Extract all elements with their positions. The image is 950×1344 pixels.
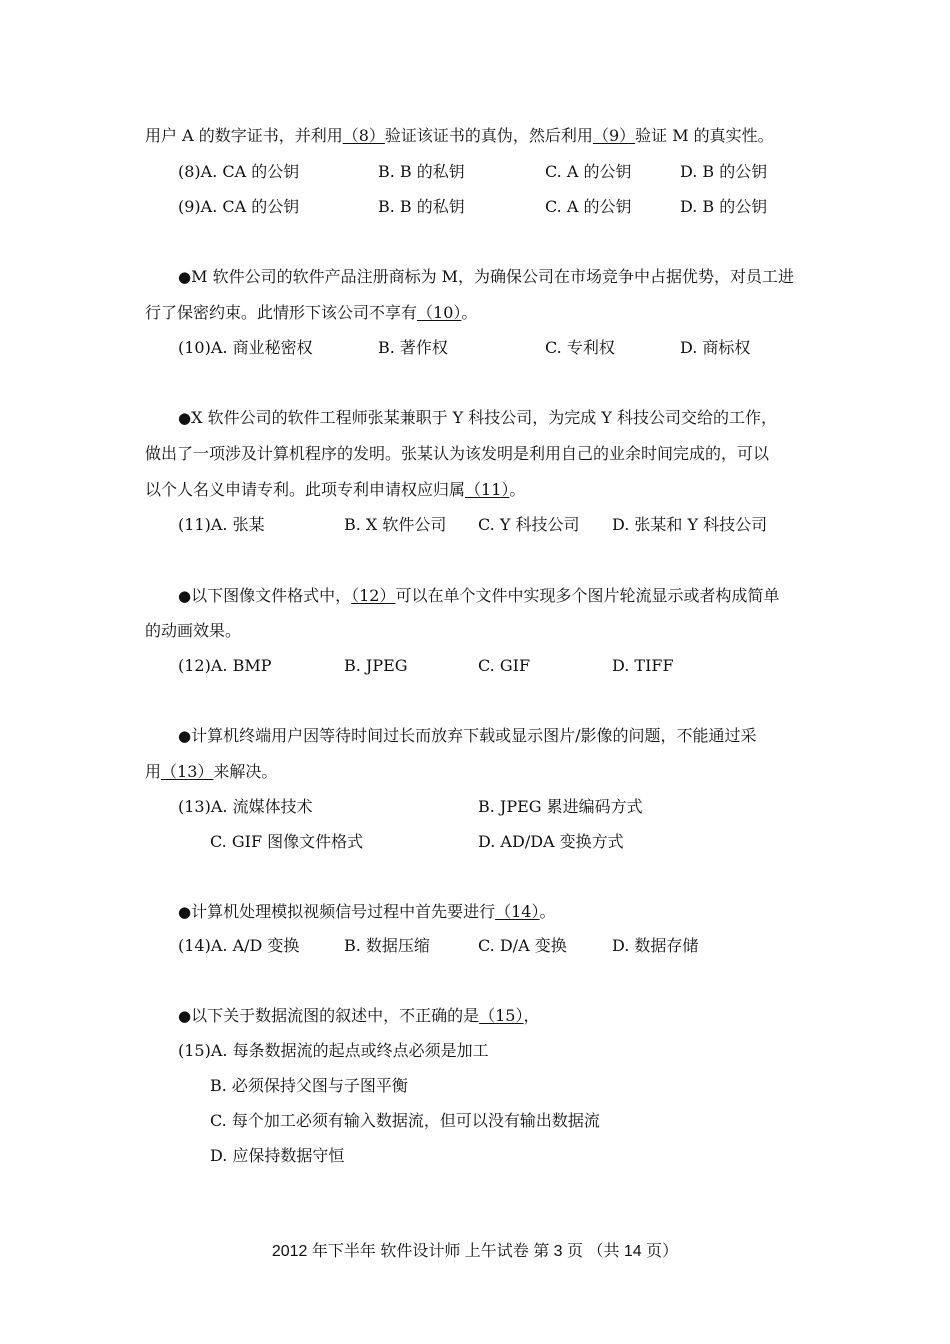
bullet-icon: ● [178, 587, 192, 605]
blank-9: （9） [592, 126, 636, 145]
option: B. B 的私钥 [378, 162, 465, 181]
option: C. D/A 变换 [478, 936, 567, 955]
option: C. Y 科技公司 [478, 515, 580, 534]
option: B. B 的私钥 [378, 197, 465, 216]
q13-stem-line1: ●计算机终端用户因等待时间过长而放弃下载或显示图片/影像的问题，不能通过采 [178, 726, 757, 745]
option: B. JPEG 累进编码方式 [478, 797, 643, 816]
bullet-icon: ● [178, 727, 192, 745]
q11-stem-line1: ●X 软件公司的软件工程师张某兼职于 Y 科技公司，为完成 Y 科技公司交给的工作， [178, 408, 778, 427]
q15-stem: ●以下关于数据流图的叙述中，不正确的是（15）， [178, 1006, 540, 1025]
blank-12: （12） [351, 586, 396, 605]
blank-11: （11） [465, 480, 510, 499]
option: (10)A. 商业秘密权 [178, 338, 313, 357]
option: B. X 软件公司 [344, 515, 447, 534]
q12-stem-line1: ●以下图像文件格式中，（12）可以在单个文件中实现多个图片轮流显示或者构成简单 [178, 586, 780, 605]
q14-stem: ●计算机处理模拟视频信号过程中首先要进行（14）。 [178, 902, 556, 921]
q15-option-d: D. 应保持数据守恒 [210, 1146, 345, 1165]
option: (14)A. A/D 变换 [178, 936, 300, 955]
q8-stem: 用户 A 的数字证书，并利用（8）验证该证书的真伪，然后利用（9）验证 M 的真实性。 [145, 126, 774, 145]
option: (12)A. BMP [178, 656, 272, 675]
q11-stem-line2: 做出了一项涉及计算机程序的发明。张某认为该发明是利用自己的业余时间完成的，可以 [145, 444, 770, 463]
blank-14: （14） [495, 902, 540, 921]
option: D. 数据存储 [612, 936, 699, 955]
option: (11)A. 张某 [178, 515, 265, 534]
blank-13: （13） [161, 762, 214, 781]
option: D. AD/DA 变换方式 [478, 832, 624, 851]
option: B. 数据压缩 [344, 936, 430, 955]
q15-option-a: (15)A. 每条数据流的起点或终点必须是加工 [178, 1041, 489, 1060]
option: (8)A. CA 的公钥 [178, 162, 300, 181]
option: D. 张某和 Y 科技公司 [612, 515, 768, 534]
bullet-icon: ● [178, 903, 192, 921]
blank-10: （10） [417, 303, 462, 322]
q10-stem-line2: 行了保密约束。此情形下该公司不享有（10）。 [145, 303, 478, 322]
q10-stem-line1: ●M 软件公司的软件产品注册商标为 M，为确保公司在市场竞争中占据优势，对员工进 [178, 267, 795, 286]
bullet-icon: ● [178, 1007, 192, 1025]
option: D. TIFF [612, 656, 674, 675]
option: C. A 的公钥 [545, 197, 632, 216]
option: D. B 的公钥 [680, 197, 768, 216]
blank-8: （8） [342, 126, 385, 145]
q12-stem-line2: 的动画效果。 [145, 621, 242, 640]
bullet-icon: ● [178, 268, 192, 286]
option: C. GIF 图像文件格式 [210, 832, 364, 851]
option: B. 著作权 [378, 338, 448, 357]
option: C. 专利权 [545, 338, 615, 357]
option: C. A 的公钥 [545, 162, 632, 181]
blank-15: （15） [479, 1006, 524, 1025]
q11-stem-line3: 以个人名义申请专利。此项专利申请权应归属（11）。 [145, 480, 526, 499]
option: B. JPEG [344, 656, 408, 675]
option: D. B 的公钥 [680, 162, 768, 181]
q13-stem-line2: 用（13）来解决。 [145, 762, 278, 781]
option: D. 商标权 [680, 338, 751, 357]
page-footer: 2012 年下半年 软件设计师 上午试卷 第 3 页 （共 14 页） [271, 1243, 679, 1260]
option: (9)A. CA 的公钥 [178, 197, 300, 216]
q15-option-b: B. 必须保持父图与子图平衡 [210, 1076, 408, 1095]
q15-option-c: C. 每个加工必须有输入数据流，但可以没有输出数据流 [210, 1111, 600, 1130]
option: C. GIF [478, 656, 531, 675]
bullet-icon: ● [178, 409, 192, 427]
option: (13)A. 流媒体技术 [178, 797, 313, 816]
